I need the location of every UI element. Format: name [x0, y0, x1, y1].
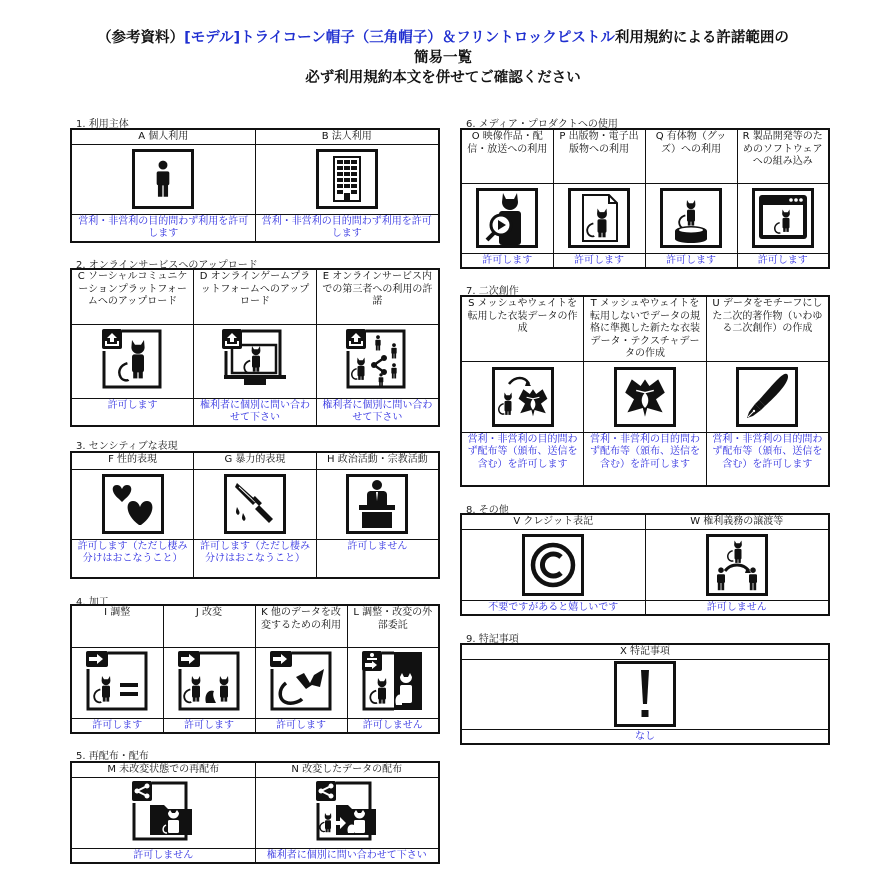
header-g: G 暴力的表現 — [194, 452, 317, 469]
header-w: W 権利義務の譲渡等 — [645, 514, 829, 529]
figure-stand-icon — [660, 188, 722, 248]
building-icon — [316, 149, 378, 209]
status-k: 許可します — [255, 718, 347, 733]
status-m: 許可しません — [71, 848, 255, 863]
status-f: 許可します（ただし棲み分けはおこなうこと） — [71, 539, 194, 578]
header-e: E オンラインサービス内での第三者への利用の許諾 — [316, 269, 439, 324]
section-3-label: 3. センシティブな表現 — [76, 441, 178, 452]
document-title — [0, 28, 886, 88]
icon-cell-p — [553, 183, 645, 253]
icon-cell-o — [461, 183, 553, 253]
icon-cell-a — [71, 144, 255, 214]
header-h: H 政治活動・宗教活動 — [316, 452, 439, 469]
status-d: 権利者に個別に問い合わせて下さい — [194, 398, 317, 426]
section-1-table — [70, 128, 440, 243]
header-d: D オンラインゲームプラットフォームへのアップロード — [194, 269, 317, 324]
section-5-label: 5. 再配布・配布 — [76, 751, 149, 762]
share-folder-icon — [130, 779, 196, 847]
header-k: K 他のデータを改変するための利用 — [255, 605, 347, 647]
software-window-icon — [752, 188, 814, 248]
status-l: 許可しません — [347, 718, 439, 733]
upload-share-icon — [344, 327, 410, 395]
status-p: 許可します — [553, 253, 645, 268]
status-h: 許可しません — [316, 539, 439, 578]
icon-cell-t — [584, 361, 707, 432]
status-w: 許可しません — [645, 600, 829, 615]
header-n: N 改変したデータの配布 — [255, 762, 439, 777]
icon-cell-b — [255, 144, 439, 214]
status-g: 許可します（ただし棲み分けはおこなうこと） — [194, 539, 317, 578]
parts-reuse-icon — [268, 649, 334, 717]
section-7-label: 7. 二次創作 — [466, 286, 519, 297]
header-o: O 映像作品・配信・放送への利用 — [461, 129, 553, 183]
status-t: 営利・非営利の目的問わず配布等（頒布、送信を含む）を許可します — [584, 432, 707, 486]
copyright-icon — [522, 534, 584, 596]
section-3-table — [70, 451, 440, 579]
icon-cell-x — [461, 659, 829, 729]
status-v: 不要ですがあると嬉しいです — [461, 600, 645, 615]
podium-speaker-icon — [346, 474, 408, 534]
title-line-1 — [0, 28, 886, 48]
status-i: 許可します — [71, 718, 163, 733]
status-o: 許可します — [461, 253, 553, 268]
header-v: V クレジット表記 — [461, 514, 645, 529]
icon-cell-g — [194, 469, 317, 539]
header-l: L 調整・改変の外部委託 — [347, 605, 439, 647]
icon-cell-u — [706, 361, 829, 432]
upload-avatar-icon — [100, 327, 166, 395]
section-2-table — [70, 268, 440, 427]
status-s: 営利・非営利の目的問わず配布等（頒布、送信を含む）を許可します — [461, 432, 584, 486]
header-a: A 個人利用 — [71, 129, 255, 144]
section-6-label: 6. メディア・プロダクトへの使用 — [466, 119, 618, 130]
header-u: U データをモチーフにした二次的著作物（いわゆる二次創作）の作成 — [706, 296, 829, 361]
outsource-icon — [360, 649, 426, 717]
title-line-3: 必ず利用規約本文を併せてご確認ください — [305, 70, 581, 86]
title-suffix: 利用規約による許諾範囲の — [614, 30, 789, 46]
icon-cell-v — [461, 529, 645, 600]
title-line-2: 簡易一覧 — [414, 50, 472, 66]
status-b: 営利・非営利の目的問わず利用を許可します — [255, 214, 439, 242]
costume-transfer-icon — [492, 367, 554, 427]
icon-cell-r — [737, 183, 829, 253]
icon-cell-q — [645, 183, 737, 253]
icon-cell-e — [316, 324, 439, 398]
header-r: R 製品開発等のためのソフトウェアへの組み込み — [737, 129, 829, 183]
modify-icon — [176, 649, 242, 717]
icon-cell-l — [347, 647, 439, 718]
video-play-icon — [476, 188, 538, 248]
icon-cell-j — [163, 647, 255, 718]
status-j: 許可します — [163, 718, 255, 733]
header-m: M 未改変状態での再配布 — [71, 762, 255, 777]
status-a: 営利・非営利の目的問わず利用を許可します — [71, 214, 255, 242]
status-x: なし — [461, 729, 829, 744]
icon-cell-n — [255, 777, 439, 848]
adjust-icon — [84, 649, 150, 717]
person-icon — [132, 149, 194, 209]
section-9-table — [460, 643, 830, 745]
icon-cell-f — [71, 469, 194, 539]
section-7-table — [460, 295, 830, 487]
icon-cell-d — [194, 324, 317, 398]
title-prefix: （参考資料） — [97, 30, 185, 46]
header-s: S メッシュやウェイトを転用した衣装データの作成 — [461, 296, 584, 361]
icon-cell-c — [71, 324, 194, 398]
header-i: I 調整 — [71, 605, 163, 647]
pen-nib-icon — [736, 367, 798, 427]
header-j: J 改変 — [163, 605, 255, 647]
transfer-rights-icon — [706, 534, 768, 596]
hearts-icon — [102, 474, 164, 534]
header-b: B 法人利用 — [255, 129, 439, 144]
section-6-table — [460, 128, 830, 269]
status-e: 権利者に個別に問い合わせて下さい — [316, 398, 439, 426]
section-9-label: 9. 特記事項 — [466, 634, 519, 645]
title-model-name: [モデル]トライコーン帽子（三角帽子）＆フリントロックピストル — [184, 30, 615, 46]
section-8-table — [460, 513, 830, 616]
icon-cell-h — [316, 469, 439, 539]
header-t: T メッシュやウェイトを転用しないでデータの規格に準拠した新たな衣装データ・テクスチャデータの作成 — [584, 296, 707, 361]
section-4-table — [70, 604, 440, 734]
icon-cell-s — [461, 361, 584, 432]
status-u: 営利・非営利の目的問わず配布等（頒布、送信を含む）を許可します — [706, 432, 829, 486]
share-modified-icon — [314, 779, 380, 847]
status-r: 許可します — [737, 253, 829, 268]
section-8-label: 8. その他 — [466, 505, 509, 516]
icon-cell-m — [71, 777, 255, 848]
section-5-table — [70, 761, 440, 864]
status-n: 権利者に個別に問い合わせて下さい — [255, 848, 439, 863]
icon-cell-k — [255, 647, 347, 718]
header-f: F 性的表現 — [71, 452, 194, 469]
knife-icon — [224, 474, 286, 534]
header-p: P 出版物・電子出版物への利用 — [553, 129, 645, 183]
icon-cell-i — [71, 647, 163, 718]
document-icon — [568, 188, 630, 248]
header-c: C ソーシャルコミュニケーションプラットフォームへのアップロード — [71, 269, 194, 324]
section-1-label: 1. 利用主体 — [76, 119, 129, 130]
status-q: 許可します — [645, 253, 737, 268]
section-2-label: 2. オンラインサービスへのアップロード — [76, 260, 258, 271]
section-4-label: 4. 加工 — [76, 597, 109, 608]
exclamation-icon — [614, 661, 676, 727]
header-q: Q 有体物（グッズ）への利用 — [645, 129, 737, 183]
icon-cell-w — [645, 529, 829, 600]
upload-monitor-icon — [220, 327, 290, 395]
header-x: X 特記事項 — [461, 644, 829, 659]
costume-icon — [614, 367, 676, 427]
status-c: 許可します — [71, 398, 194, 426]
